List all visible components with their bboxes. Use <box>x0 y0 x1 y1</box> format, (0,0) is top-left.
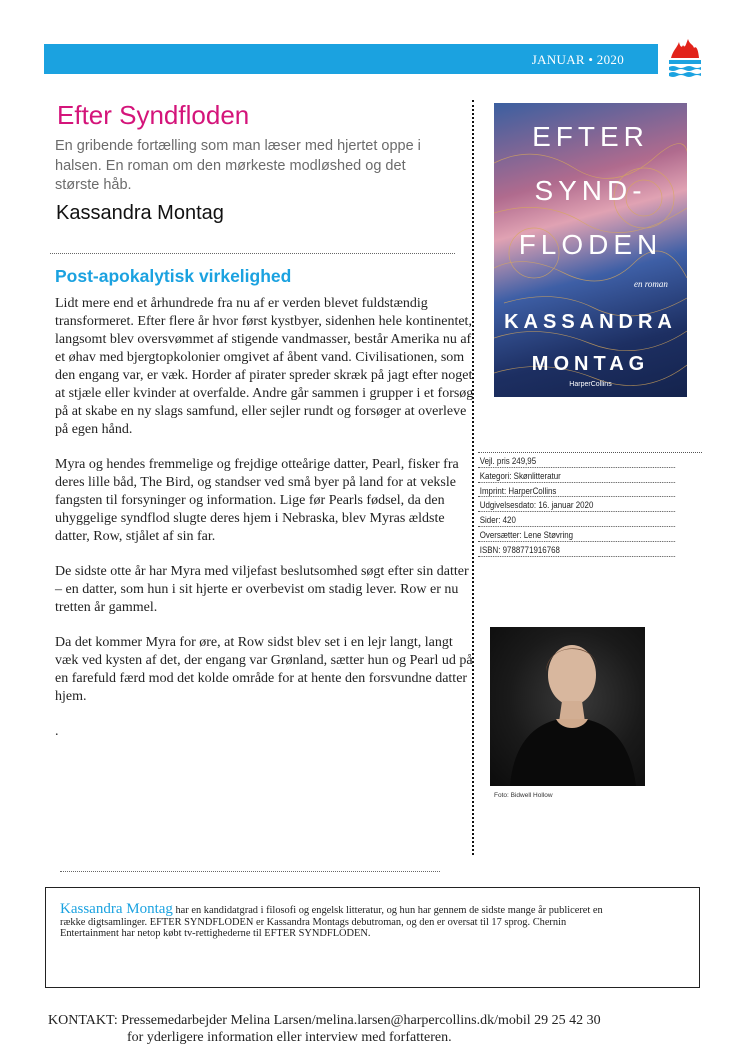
dotted-divider <box>60 871 440 872</box>
cover-title-line: SYND- <box>534 175 647 206</box>
author-bio <box>60 901 620 940</box>
bio-text: har en kandidatgrad i filosofi og engelsk litteratur, og hun har gennem de sidste mange år publiceret en række digtsamlinger. EFTER SYNDFLODEN er Kassandra Montags debutroman, og den er oversat til 17 sprog. Chernin Entertainment har netop købt tv-rettighederne til EFTER SYNDFLODEN. <box>60 905 603 940</box>
book-cover-image <box>494 103 687 397</box>
photo-credit: Foto: Bidwell Hollow <box>494 792 553 799</box>
body-paragraph: . <box>55 724 59 739</box>
cover-author-line: KASSANDRA <box>504 311 677 333</box>
column-divider <box>472 100 474 855</box>
cover-publisher: HarperCollins <box>569 381 612 388</box>
fact-row: ISBN: 9788771916768 <box>478 542 675 557</box>
section-heading: Post-apokalytisk virkelighed <box>55 266 292 286</box>
fact-row: Imprint: HarperCollins <box>478 483 675 498</box>
book-facts-list <box>478 452 702 557</box>
fact-row: Vejl. pris 249,95 <box>478 453 675 468</box>
body-text <box>55 295 475 758</box>
book-subtitle: En gribende fortælling som man læser med hjertet oppe i halsen. En roman om den mørkeste modløshed og det største håb. <box>55 138 421 193</box>
bio-author-name: Kassandra Montag <box>60 901 173 917</box>
flame-waves-logo-icon <box>667 36 703 78</box>
cover-title-line: FLODEN <box>518 229 663 260</box>
fact-row: Sider: 420 <box>478 512 675 527</box>
cover-tagline: en roman <box>634 279 668 289</box>
cover-title-line: EFTER <box>532 121 649 152</box>
dotted-divider <box>50 253 455 254</box>
fact-row: Udgivelsesdato: 16. januar 2020 <box>478 497 675 512</box>
body-paragraph: Da det kommer Myra for øre, at Row sidst blev set i en lejr langt, langt væk ved kysten af det, der engang var Grønland, sætter hun og Pearl ud på en farefuld færd mod det kolde område for at hente den forsvundne datter hjem. <box>55 635 473 704</box>
contact-info <box>48 1012 708 1046</box>
book-title: Efter Syndfloden <box>57 100 250 130</box>
header-date: JANUAR • 2020 <box>531 52 624 67</box>
body-paragraph: Lidt mere end et århundrede fra nu af er verden blevet fuldstændig transformeret. Efter flere år hvor først kystbyer, sidenhen hele kontinentet, langsomt blev oversvømmet af stigende vandmasser, består Amerika nu af et øhav med bjergtopkolonier omgivet af åbent vand. Civilisationen, som den engang var, er væk. Horder af pirater spreder skræk på jagt efter noget at stjæle eller kvinder at overfalde. Andre går sammen i grupper i et forsøg på at skabe en ny slags samfund, eller sejler rundt og forsøger at overleve på egen hånd. <box>55 296 474 437</box>
cover-author-line: MONTAG <box>531 353 650 375</box>
contact-line: for yderligere information eller interview med forfatteren. <box>127 1030 452 1045</box>
author-bio-box <box>45 887 700 988</box>
author-name: Kassandra Montag <box>56 202 224 224</box>
fact-row: Oversætter: Lene Støvring <box>478 527 675 542</box>
fact-row: Kategori: Skønlitteratur <box>478 468 675 483</box>
body-paragraph: De sidste otte år har Myra med viljefast beslutsomhed søgt efter sin datter – en datter, som hun i sit hjerte er overbevist om stadig lever. Row er nu tretten år gammel. <box>55 564 469 615</box>
header-bar <box>44 44 658 74</box>
contact-line: KONTAKT: Pressemedarbejder Melina Larsen/melina.larsen@harpercollins.dk/mobil 29 25 42 30 <box>48 1013 601 1028</box>
body-paragraph: Myra og hendes fremmelige og frejdige otteårige datter, Pearl, fisker fra deres lille båd, The Bird, og standser ved små byer på land for at veksle fangsten til forsyninger og information. Lige før Pearls fødsel, da den uhyggelige syndflod slugte deres hjem i Nebraska, blev Myras ældste datter, Row, stjålet af sin far. <box>55 457 459 544</box>
author-photo <box>490 627 645 786</box>
